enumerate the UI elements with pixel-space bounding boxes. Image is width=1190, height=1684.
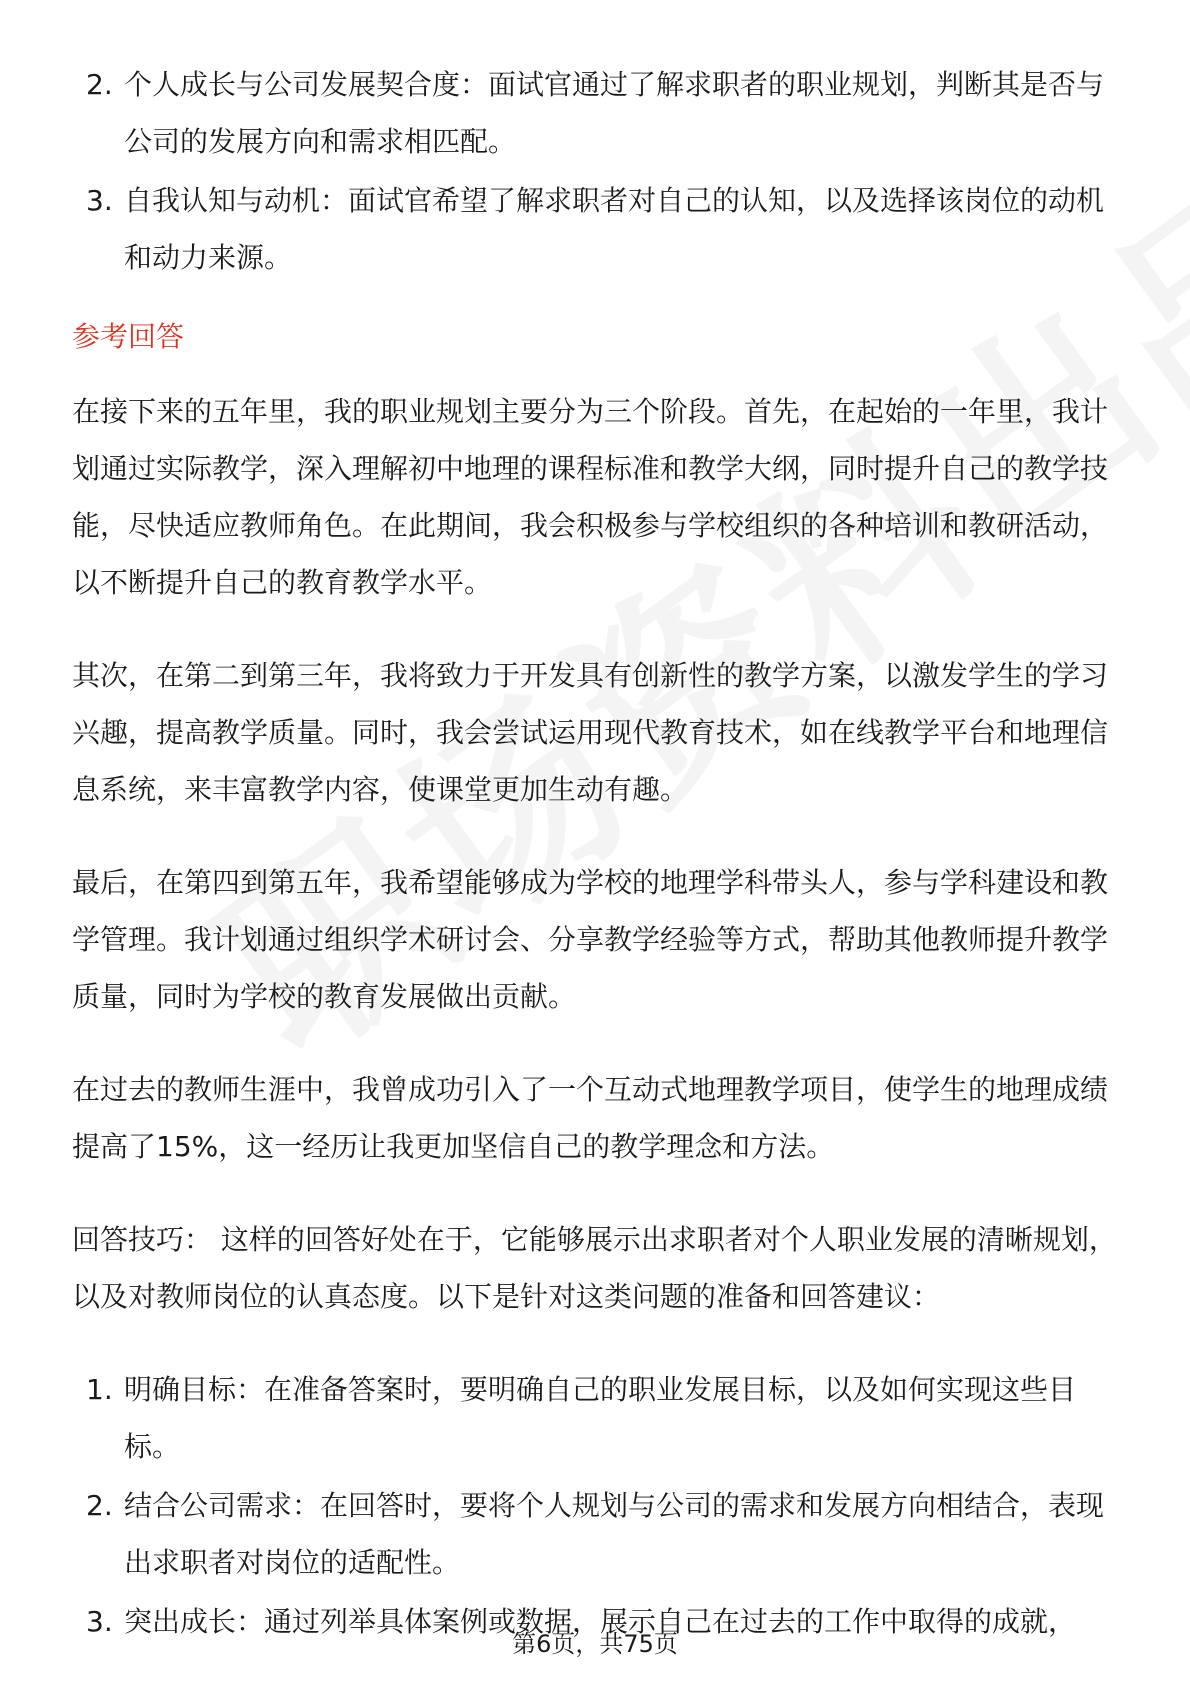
list-item [72,172,1122,286]
list-number: 2. [86,68,113,101]
page-content [72,56,1122,1652]
list-number: 3. [86,1605,113,1638]
paragraph: 在过去的教师生涯中，我曾成功引入了一个互动式地理教学项目，使学生的地理成绩提高了15%，这一经历让我更加坚信自己的教学理念和方法。 [72,1073,1109,1163]
list-item-text: 自我认知与动机：面试官希望了解求职者对自己的认知，以及选择该岗位的动机和动力来源。 [124,184,1105,274]
paragraph: 在接下来的五年里，我的职业规划主要分为三个阶段。首先，在起始的一年里，我计划通过实际教学，深入理解初中地理的课程标准和教学大纲，同时提升自己的教学技能，尽快适应教师角色。在此期间，我会积极参与学校组织的各种培训和教研活动，以不断提升自己的教育教学水平。 [72,395,1109,599]
list-item-text: 明确目标：在准备答案时，要明确自己的职业发展目标，以及如何实现这些目标。 [124,1373,1077,1463]
list-number: 2. [86,1489,113,1522]
page-footer: 第6页，共75页 [512,1630,678,1658]
list-item [72,1477,1122,1591]
list-item [72,1361,1122,1475]
paragraph: 其次，在第二到第三年，我将致力于开发具有创新性的教学方案，以激发学生的学习兴趣，提高教学质量。同时，我会尝试运用现代教育技术，如在线教学平台和地理信息系统，来丰富教学内容，使课堂更加生动有趣。 [72,659,1109,806]
list-number: 3. [86,184,113,217]
list-item-text: 个人成长与公司发展契合度：面试官通过了解求职者的职业规划，判断其是否与公司的发展方向和需求相匹配。 [124,68,1105,158]
tips-numbered-list [72,1361,1122,1650]
paragraph: 最后，在第四到第五年，我希望能够成为学校的地理学科带头人，参与学科建设和教学管理。我计划通过组织学术研讨会、分享教学经验等方式，帮助其他教师提升教学质量，同时为学校的教育发展做出贡献。 [72,866,1109,1013]
list-item-text: 结合公司需求：在回答时，要将个人规划与公司的需求和发展方向相结合，表现出求职者对岗位的适配性。 [124,1489,1105,1579]
section-title: 参考回答 [72,320,185,353]
top-numbered-list [72,56,1122,286]
list-item [72,56,1122,170]
list-number: 1. [86,1373,113,1406]
answer-tips-intro: 回答技巧： 这样的回答好处在于，它能够展示出求职者对个人职业发展的清晰规划，以及对教师岗位的认真态度。以下是针对这类问题的准备和回答建议： [72,1223,1117,1313]
list-item-text: 突出成长：通过列举具体案例或数据，展示自己在过去的工作中取得的成就， [124,1605,1077,1638]
